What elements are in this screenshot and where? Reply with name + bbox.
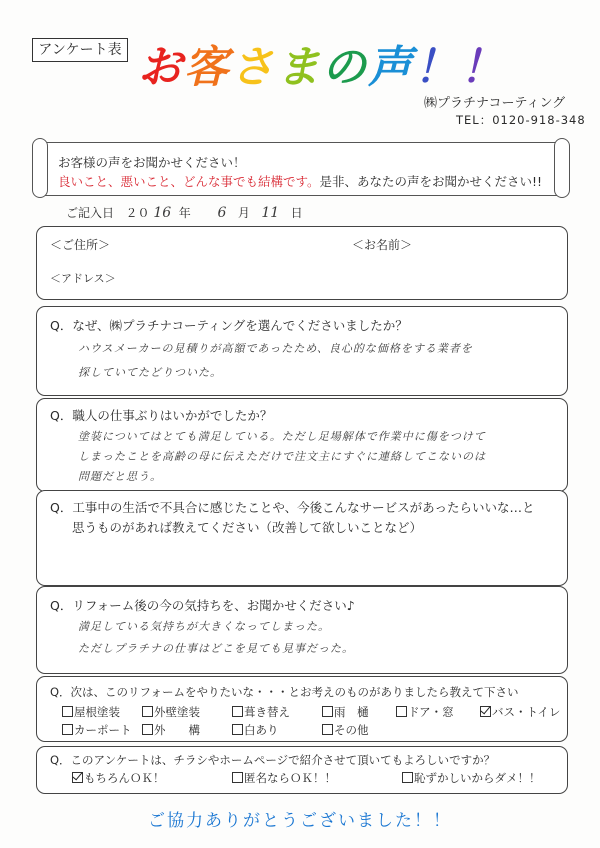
checkbox-icon[interactable]	[142, 724, 153, 735]
name-label: ＜お名前＞	[352, 238, 413, 252]
title-char: ！	[460, 42, 506, 93]
permission-option[interactable]	[402, 770, 562, 786]
scroll-curl-left	[32, 138, 48, 198]
date-month-unit: 月	[237, 206, 250, 220]
renovation-option-label: カーポート	[74, 723, 132, 737]
checkbox-icon[interactable]	[322, 706, 333, 717]
date-day-unit: 日	[290, 206, 303, 220]
renovation-option-label: 外 構	[154, 723, 200, 737]
renovation-option-label: 外壁塗装	[154, 705, 200, 719]
renovation-option[interactable]	[322, 722, 402, 738]
title-char: お	[138, 42, 184, 93]
permission-option[interactable]	[72, 770, 232, 786]
question-2: Q．職人の仕事ぶりはいかがでしたか？	[50, 408, 273, 423]
date-year[interactable]: 16	[153, 205, 172, 221]
permission-option-label: 恥ずかしいからダメ！！	[414, 771, 541, 785]
question-3-line-2: 思うものがあれば教えてください（改善して欲しいことなど）	[72, 520, 423, 535]
checkbox-icon[interactable]	[232, 772, 243, 783]
renovation-option-label: その他	[334, 723, 369, 737]
renovation-options-row-1	[62, 704, 576, 720]
renovation-options-row-2	[62, 722, 402, 738]
checkbox-icon[interactable]	[480, 706, 491, 717]
banner-message	[58, 172, 542, 190]
renovation-option[interactable]	[232, 722, 322, 738]
checkbox-icon[interactable]	[72, 772, 83, 783]
checkbox-icon[interactable]	[322, 724, 333, 735]
date-label: ご記入日	[66, 206, 115, 220]
date-era: ２０	[125, 206, 150, 220]
date-year-unit: 年	[178, 206, 191, 220]
scroll-curl-right	[554, 138, 570, 198]
question-4: Q．リフォーム後の今の気持ちを、お聞かせください♪	[50, 598, 355, 613]
checkbox-icon[interactable]	[402, 772, 413, 783]
checkbox-icon[interactable]	[232, 706, 243, 717]
question-3-line-1: Q．工事中の生活で不具合に感じたことや、今後こんなサービスがあったらいいな…と	[50, 500, 535, 515]
answer-4-line-1[interactable]: 満足している気持ちが大きくなってしまった。	[78, 620, 330, 633]
renovation-option[interactable]	[62, 722, 142, 738]
answer-1-line-2[interactable]: 探していてたどりついた。	[78, 366, 222, 379]
title-char: さ	[230, 42, 276, 93]
thanks-message: ご協力ありがとうございました！！	[148, 811, 452, 831]
email-label: ＜アドレス＞	[50, 272, 116, 285]
renovation-option-label: 葺き替え	[244, 705, 290, 719]
renovation-option[interactable]	[142, 704, 232, 720]
checkbox-icon[interactable]	[232, 724, 243, 735]
date-month[interactable]: 6	[217, 205, 227, 221]
banner-intro: お客様の声をお聞かせください！	[58, 155, 246, 170]
contact-box	[36, 226, 568, 300]
survey-label: アンケート表	[32, 38, 128, 62]
answer-1-line-1[interactable]: ハウスメーカーの見積りが高額であったため、良心的な価格をする業者を	[78, 342, 473, 355]
renovation-option-label: 雨 樋	[334, 705, 369, 719]
renovation-option[interactable]	[232, 704, 322, 720]
renovation-option[interactable]	[322, 704, 396, 720]
answer-2-line-1[interactable]: 塗装についてはとても満足している。ただし足場解体で作業中に傷をつけて	[78, 430, 486, 443]
renovation-option[interactable]	[142, 722, 232, 738]
permission-option-label: 匿名ならＯＫ！！	[244, 771, 336, 785]
answer-3-area[interactable]	[60, 540, 550, 578]
permission-options	[72, 770, 562, 786]
title-char: ！	[414, 42, 460, 93]
answer-2-line-2[interactable]: しまったことを高齢の母に伝えただけで注文主にすぐに連絡してこないのは	[78, 450, 486, 463]
title-char: ま	[276, 42, 322, 93]
renovation-option-label: 屋根塗装	[74, 705, 120, 719]
main-title	[138, 38, 506, 98]
title-char: 声	[368, 42, 414, 93]
renovation-option[interactable]	[62, 704, 142, 720]
question-5: Q．次は、このリフォームをやりたいな・・・とお考えのものがありましたら教えて下さい	[50, 685, 519, 699]
permission-option-label: もちろんＯＫ！	[84, 771, 165, 785]
banner-highlight: 良いこと、悪いこと、どんな事でも結構です。	[58, 174, 320, 189]
title-char: 客	[184, 42, 230, 93]
renovation-option[interactable]	[396, 704, 480, 720]
checkbox-icon[interactable]	[62, 724, 73, 735]
permission-option[interactable]	[232, 770, 402, 786]
entry-date	[66, 204, 303, 221]
title-char: の	[322, 42, 368, 93]
answer-2-line-3[interactable]: 問題だと思う。	[78, 470, 162, 483]
company-name: ㈱プラチナコーティング	[424, 96, 566, 111]
company-tel: TEL：0120-918-348	[456, 113, 586, 127]
banner-rest: 是非、あなたの声をお聞かせください!!	[319, 174, 543, 189]
renovation-option[interactable]	[480, 704, 576, 720]
renovation-option-label: バス・トイレ	[492, 705, 561, 719]
checkbox-icon[interactable]	[142, 706, 153, 717]
question-1: Q．なぜ、㈱プラチナコーティングを選んでくださいましたか？	[50, 318, 408, 333]
question-6: Q．このアンケートは、チラシやホームページで紹介させて頂いてもよろしいですか？	[50, 753, 496, 767]
answer-4-line-2[interactable]: ただしプラチナの仕事はどこを見ても見事だった。	[78, 642, 354, 655]
date-day[interactable]: 11	[261, 205, 280, 221]
address-label: ＜ご住所＞	[50, 238, 111, 252]
checkbox-icon[interactable]	[396, 706, 407, 717]
renovation-option-label: 白あり	[244, 723, 279, 737]
checkbox-icon[interactable]	[62, 706, 73, 717]
renovation-option-label: ドア・窓	[408, 705, 454, 719]
